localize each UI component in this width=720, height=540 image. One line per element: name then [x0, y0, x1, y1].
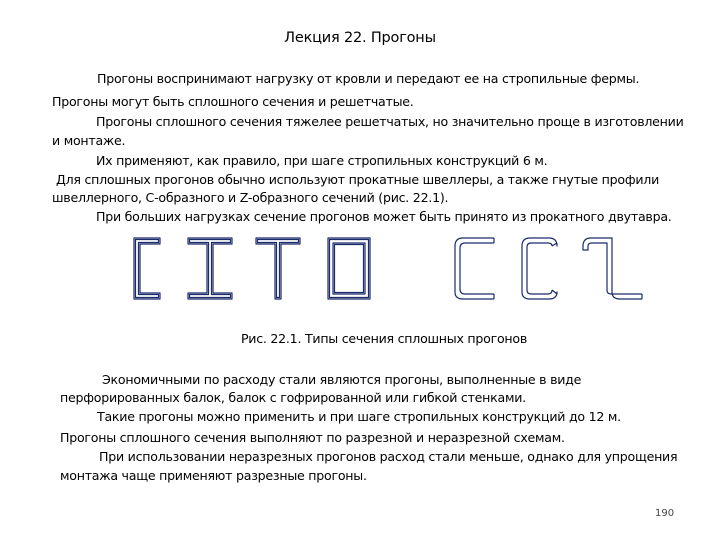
paragraph-line: швеллерного, С-образного и Z-образного сечений (рис. 22.1).: [52, 190, 449, 205]
paragraph-line: перфорированных балок, балок с гофрированной или гибкой стенками.: [60, 390, 526, 405]
paragraph-line: Их применяют, как правило, при шаге стропильных конструкций 6 м.: [96, 153, 548, 168]
paragraph-line: Прогоны воспринимают нагрузку от кровли и передают ее на стропильные фермы.: [97, 71, 640, 86]
paragraph-line: Прогоны могут быть сплошного сечения и решетчатые.: [52, 94, 414, 109]
box-section-icon: [328, 238, 370, 299]
paragraph-line: Такие прогоны можно применить и при шаге стропильных конструкций до 12 м.: [97, 409, 621, 424]
paragraph-line: При больших нагрузках сечение прогонов может быть принято из прокатного двутавра.: [96, 209, 672, 224]
paragraph-line: Для сплошных прогонов обычно используют прокатные швеллеры, а также гнутые профили: [56, 172, 660, 187]
page-number: 190: [655, 508, 675, 519]
figure-caption: Рис. 22.1. Типы сечения сплошных прогонов: [240, 331, 528, 346]
page-title: Лекция 22. Прогоны: [284, 30, 436, 46]
profile-sections-figure: [120, 226, 660, 316]
i-beam-section-icon: [188, 238, 232, 299]
c-section-icon: [455, 238, 494, 299]
z-section-icon: [583, 238, 642, 299]
paragraph-line: Экономичными по расходу стали являются прогоны, выполненные в виде: [102, 372, 582, 387]
paragraph-line: При использовании неразрезных прогонов расход стали меньше, однако для упрощения: [99, 449, 678, 464]
paragraph-line: Прогоны сплошного сечения тяжелее решетчатых, но значительно проще в изготовлении: [96, 114, 684, 129]
paragraph-line: монтажа чаще применяют разрезные прогоны.: [60, 468, 367, 483]
paragraph-line: Прогоны сплошного сечения выполняют по разрезной и неразрезной схемам.: [60, 430, 565, 445]
channel-section-icon: [134, 238, 160, 299]
t-section-icon: [256, 238, 300, 299]
c-section-lipped-icon: [522, 238, 557, 299]
paragraph-line: и монтаже.: [52, 133, 126, 148]
